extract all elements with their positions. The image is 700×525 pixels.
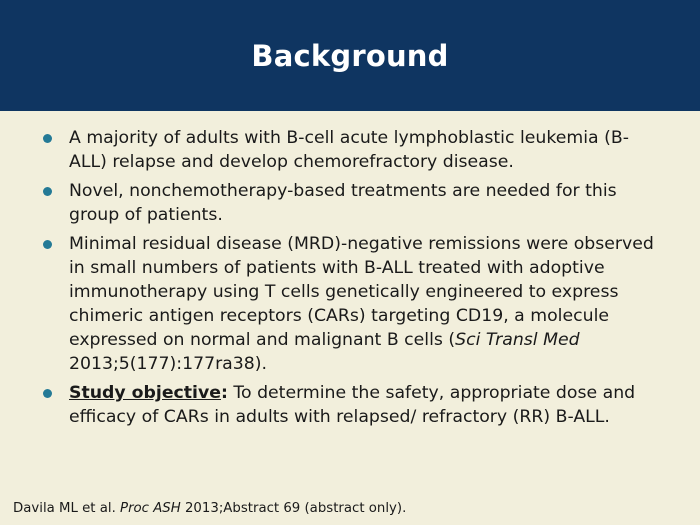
bullet-dot-icon: [43, 134, 52, 143]
bullet-dot-icon: [43, 240, 52, 249]
study-objective-label: Study objective: [69, 383, 221, 403]
bullet-item: [0, 232, 700, 376]
bullet-item: [0, 126, 700, 174]
bullet-text: A majority of adults with B-cell acute lymphoblastic leukemia (B-ALL) relapse and develop chemorefractory disease.: [69, 128, 629, 172]
slide-title: Background: [251, 39, 449, 73]
footnote-authors: Davila ML et al.: [13, 501, 121, 516]
bullet-text: To determine the safety, appropriate dose and efficacy of CARs in adults with relapsed/ refractory (RR) B-ALL.: [69, 383, 636, 427]
bullet-list: [0, 126, 700, 434]
footnote-details: 2013;Abstract 69 (abstract only).: [180, 501, 407, 516]
bullet-dot-icon: [43, 187, 52, 196]
footnote-journal: Proc ASH: [120, 501, 181, 516]
bullet-text: Minimal residual disease (MRD)-negative remissions were observed in small numbers of patients with B-ALL treated with adoptive immunotherapy using T cells genetically engineered to express chimeric antigen receptors (CARs) targeting CD19, a molecule expressed on normal and malignant B cells (: [69, 234, 654, 350]
footnote: [13, 500, 406, 518]
bullet-item: [0, 179, 700, 227]
citation-journal: Sci Transl Med: [455, 330, 580, 350]
citation-details: 2013;5(177):177ra38).: [69, 354, 267, 374]
bullet-text: Novel, nonchemotherapy-based treatments are needed for this group of patients.: [69, 181, 617, 225]
study-objective-colon: :: [220, 383, 228, 403]
bullet-item: [0, 381, 700, 429]
bullet-dot-icon: [43, 389, 52, 398]
